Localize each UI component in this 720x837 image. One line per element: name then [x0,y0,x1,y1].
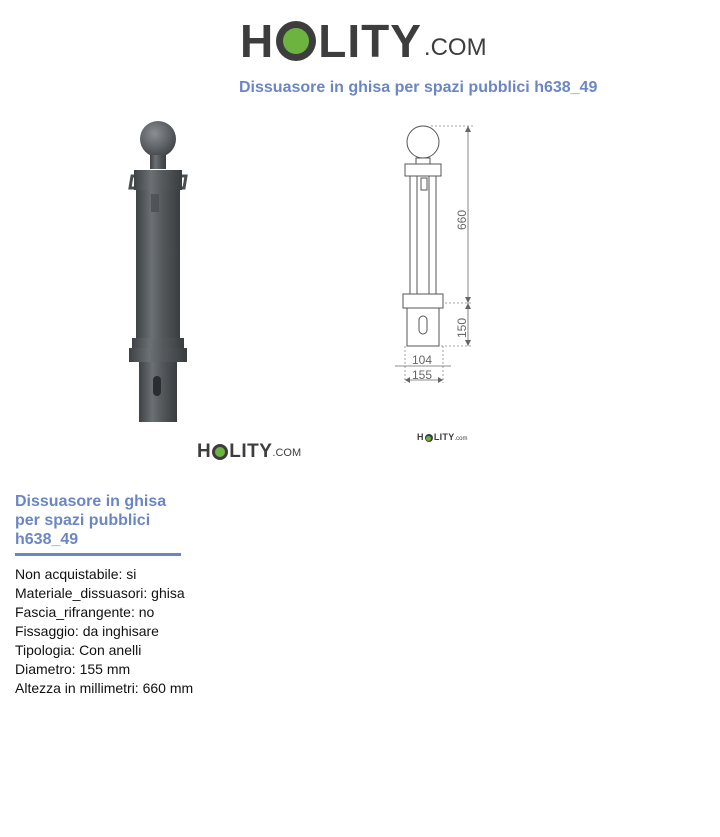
technical-drawing [383,118,483,393]
product-heading-line: h638_49 [15,531,79,548]
spec-item-altezza: Altezza in millimetri: 660 mm [15,680,194,696]
logo-tld: .com [454,436,468,442]
dimension-inner-diameter: 104 [412,353,433,367]
dimension-outer-diameter: 155 [412,368,433,382]
product-heading [15,492,185,549]
dimension-base-height: 150 [455,317,469,338]
logo-letters: LITY [229,441,273,462]
bollard-photo [120,118,210,428]
spec-item-tipologia: Tipologia: Con anelli [15,642,142,658]
logo-letter-h: H [417,432,424,442]
logo-o-icon [425,434,433,442]
spec-item-acquistabile: Non acquistabile: si [15,566,137,582]
spec-item-fissaggio: Fissaggio: da inghisare [15,623,159,639]
logo-o-icon [276,21,316,61]
product-heading-line: Dissuasore in ghisa [15,493,167,510]
logo-letters: LITY [433,432,455,442]
spec-list [15,565,193,698]
logo-tld: .COM [272,447,302,459]
holity-logo[interactable] [240,12,487,67]
dimension-height: 660 [455,209,469,230]
logo-letter-h: H [197,441,212,462]
product-heading-line: per spazi pubblici [15,512,151,529]
heading-underline [15,553,181,556]
page-title: Dissuasore in ghisa per spazi pubblici h638_49 [239,79,598,96]
logo-letter-h: H [240,15,275,67]
spec-item-materiale: Materiale_dissuasori: ghisa [15,585,185,601]
logo-tld: .COM [423,34,487,61]
logo-o-icon [212,444,228,460]
holity-logo-small [197,439,301,461]
holity-logo-tiny [417,430,468,442]
spec-item-diametro: Diametro: 155 mm [15,661,131,677]
logo-letters: LITY [318,15,422,67]
spec-item-fascia: Fascia_rifrangente: no [15,604,155,620]
